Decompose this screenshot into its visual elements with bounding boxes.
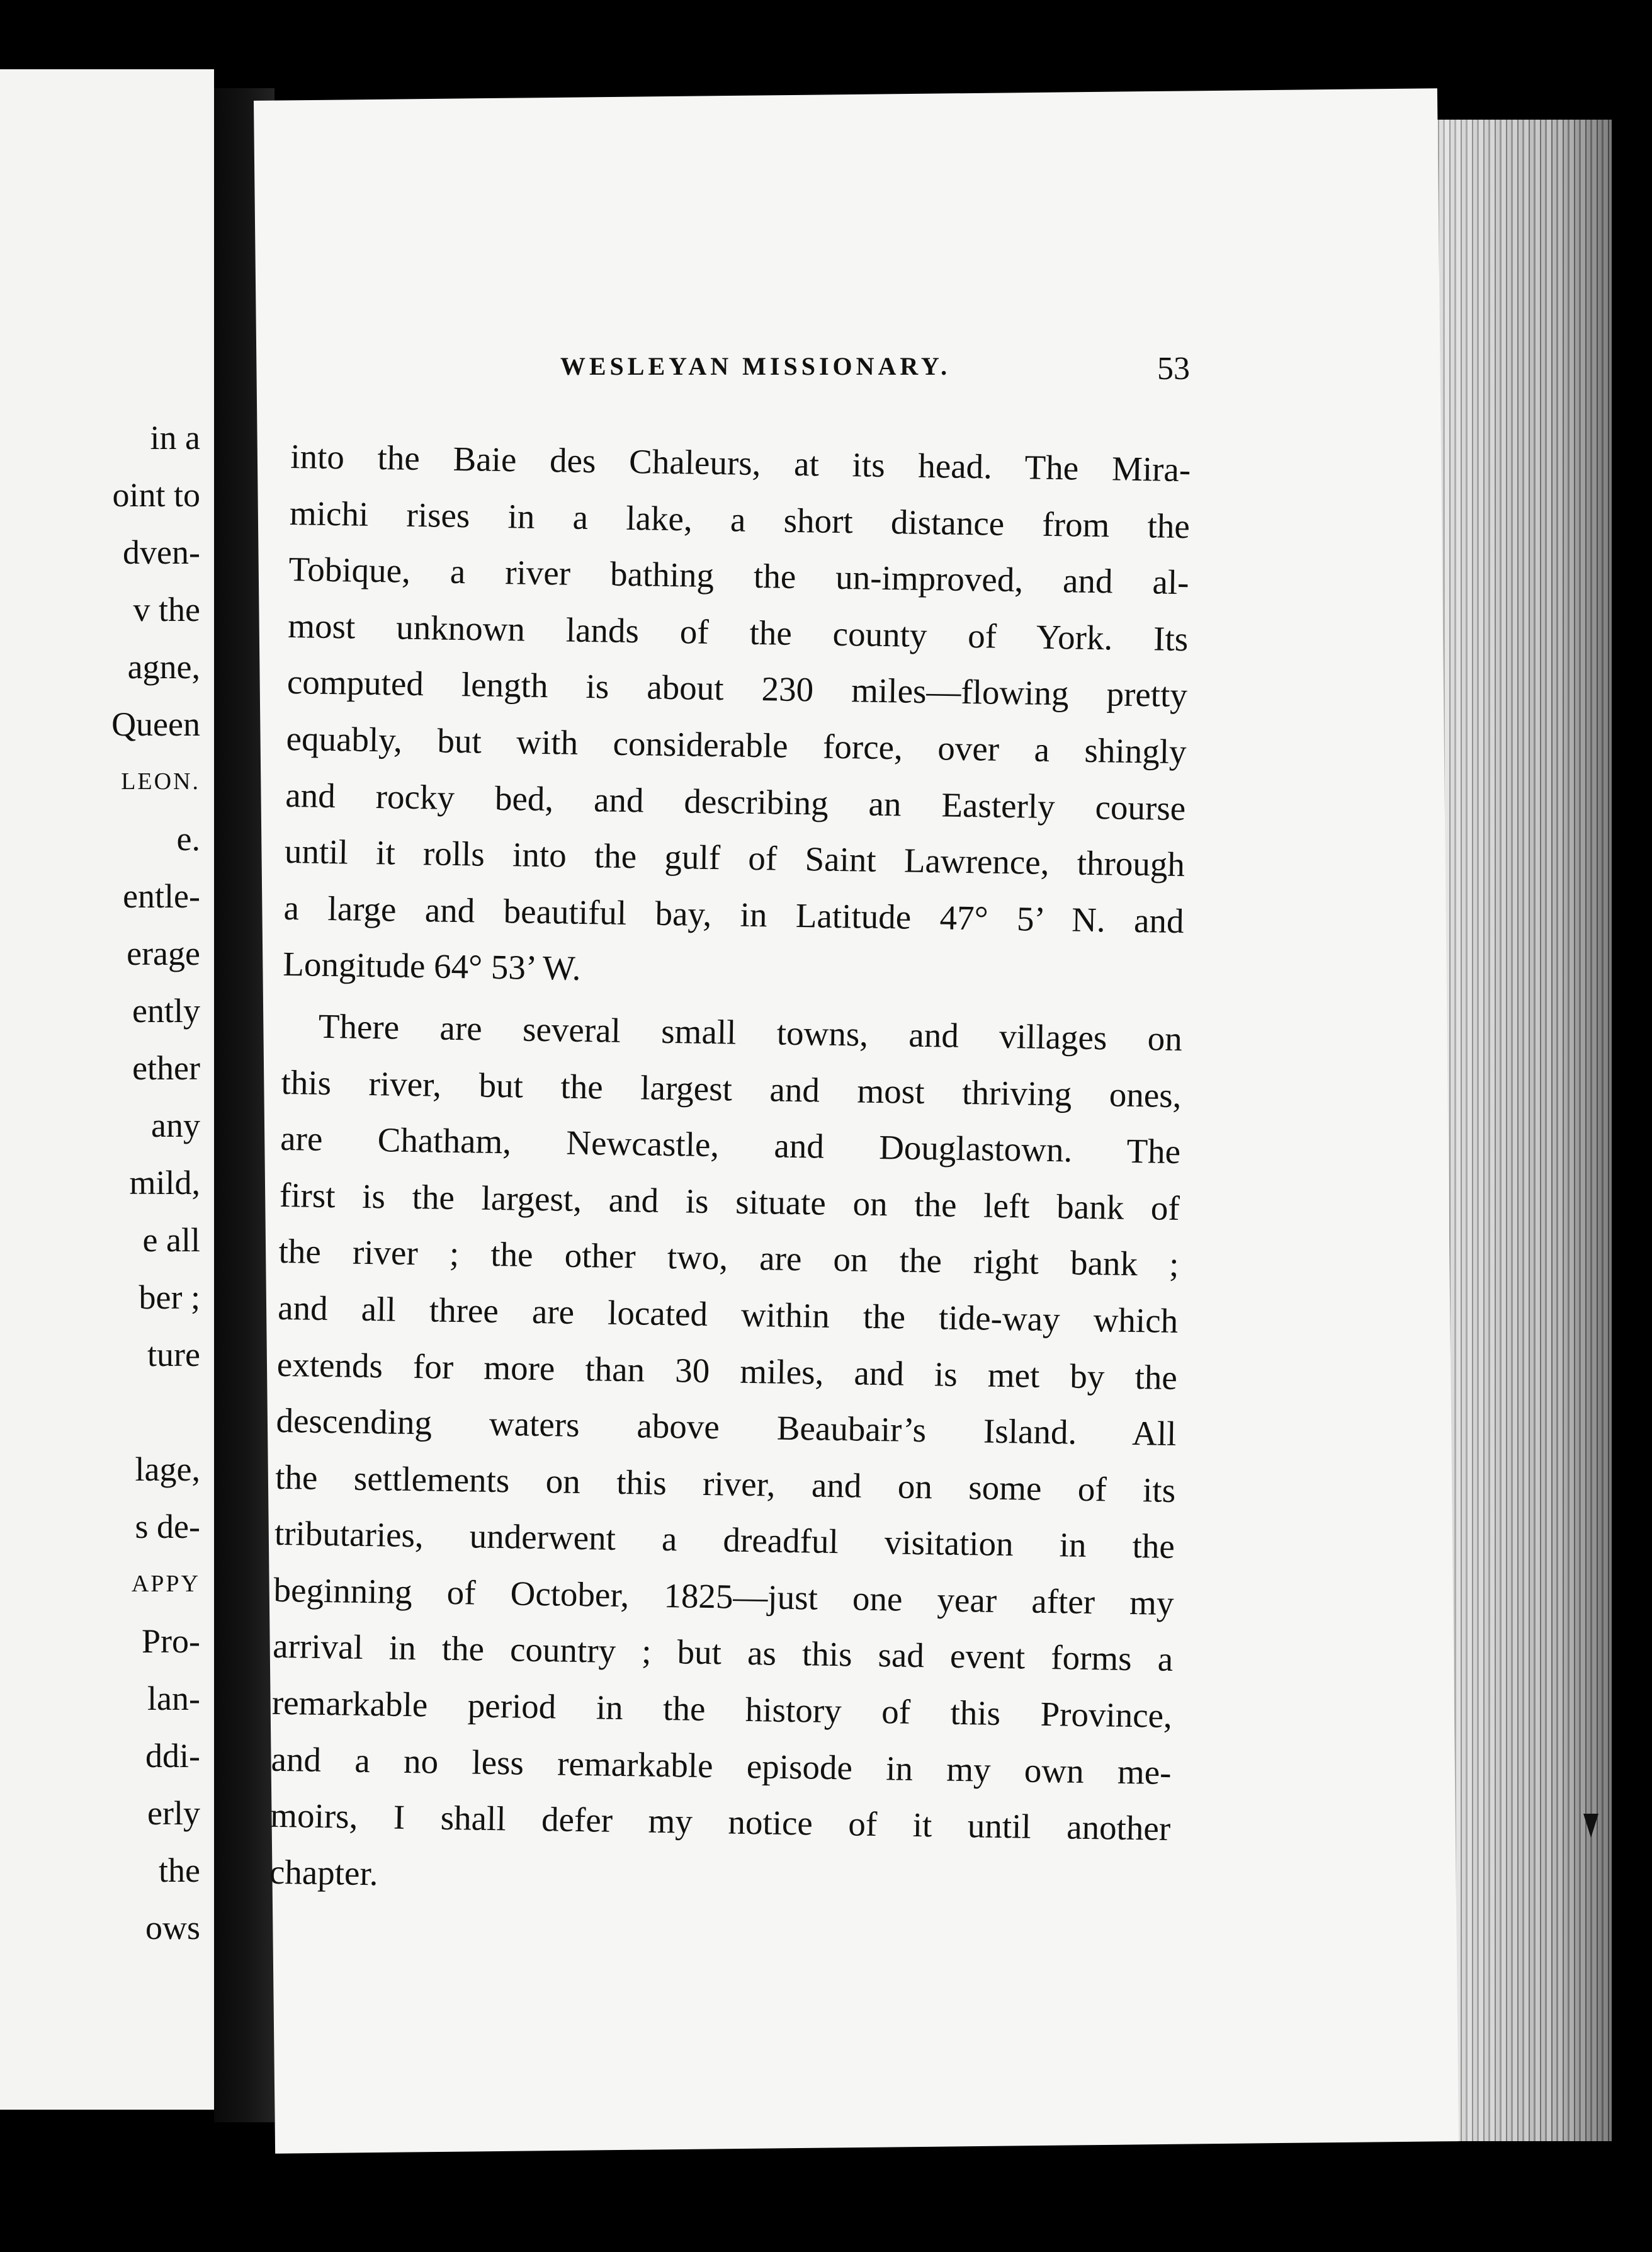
left-line: dven-: [123, 533, 200, 571]
text-line: computed length is about 230 miles—flowing pretty: [286, 663, 1188, 715]
text-line: michi rises in a lake, a short distance from the: [289, 493, 1191, 545]
left-line: ether: [132, 1049, 200, 1087]
left-line: lage,: [135, 1450, 200, 1488]
text-line: the river ; the other two, are on the right bank ;: [278, 1232, 1179, 1284]
left-line: v the: [133, 591, 200, 628]
text-line: and a no less remarkable episode in my own me-: [271, 1739, 1172, 1792]
left-line-blank: [0, 1384, 200, 1441]
left-line: ently: [132, 992, 200, 1030]
page-number: 53: [1157, 351, 1190, 387]
left-line: the: [159, 1851, 200, 1889]
text-line: chapter.: [269, 1852, 378, 1893]
left-line: any: [151, 1106, 200, 1144]
text-line: until it rolls into the gulf of Saint Lawrence, through: [284, 832, 1185, 884]
text-line: most unknown lands of the county of York. Its: [287, 606, 1189, 658]
text-line: equably, but with considerable force, over a shingly: [286, 719, 1187, 771]
text-line: There are several small towns, and villages on: [318, 1006, 1183, 1059]
text-line: descending waters above Beaubair’s Island. All: [276, 1401, 1177, 1453]
left-line: LEON.: [121, 768, 200, 795]
text-line: tributaries, underwent a dreadful visitation in the: [274, 1514, 1175, 1566]
text-line: moirs, I shall defer my notice of it until another: [269, 1796, 1171, 1848]
left-line: erage: [127, 935, 200, 972]
text-line: Longitude 64° 53’ W.: [282, 945, 581, 988]
text-line: into the Baie des Chaleurs, at its head. The Mira-: [290, 436, 1191, 489]
left-line: ber ;: [139, 1278, 200, 1316]
text-line: the settlements on this river, and on some of its: [274, 1457, 1176, 1510]
left-facing-page: [0, 69, 214, 2110]
text-line: extends for more than 30 miles, and is met by the: [276, 1345, 1178, 1397]
left-line: APPY: [131, 1571, 200, 1597]
left-line: e.: [176, 820, 200, 858]
left-line: in a: [150, 419, 200, 457]
left-line: erly: [147, 1794, 200, 1832]
left-line: mild,: [129, 1164, 200, 1202]
left-line: lan-: [147, 1680, 200, 1717]
left-line: agne,: [127, 648, 200, 686]
paragraph-2: [269, 998, 1182, 1914]
left-line: entle-: [123, 877, 200, 915]
text-line: and rocky bed, and describing an Easterly course: [285, 775, 1186, 827]
text-line: and all three are located within the tide-way which: [277, 1288, 1179, 1340]
text-line: are Chatham, Newcastle, and Douglastown. The: [280, 1119, 1181, 1171]
left-line: ows: [145, 1909, 200, 1947]
left-line: Pro-: [142, 1622, 200, 1660]
page-body-text: [269, 428, 1191, 1913]
text-line: remarkable period in the history of this Province,: [271, 1683, 1173, 1736]
edge-tab-mark: [1583, 1814, 1598, 1838]
left-line: ddi-: [145, 1737, 200, 1775]
text-line: Tobique, a river bathing the un-improved, and al-: [288, 550, 1189, 602]
text-line: this river, but the largest and most thriving ones,: [281, 1062, 1182, 1115]
text-line: beginning of October, 1825—just one year after my: [273, 1570, 1174, 1622]
left-line: s de-: [135, 1508, 200, 1545]
paragraph-1: [283, 428, 1191, 1006]
left-page-text-fragments: [0, 409, 200, 1957]
text-line: arrival in the country ; but as this sad event forms a: [272, 1627, 1174, 1679]
text-line: first is the largest, and is situate on the left bank of: [279, 1175, 1180, 1227]
left-line: e all: [142, 1221, 200, 1259]
left-line: Queen: [111, 705, 200, 743]
running-title: WESLEYAN MISSIONARY.: [560, 352, 951, 380]
left-line: ture: [147, 1336, 200, 1373]
left-line: oint to: [112, 476, 200, 514]
text-line: a large and beautiful bay, in Latitude 47° 5’ N. and: [283, 888, 1185, 940]
